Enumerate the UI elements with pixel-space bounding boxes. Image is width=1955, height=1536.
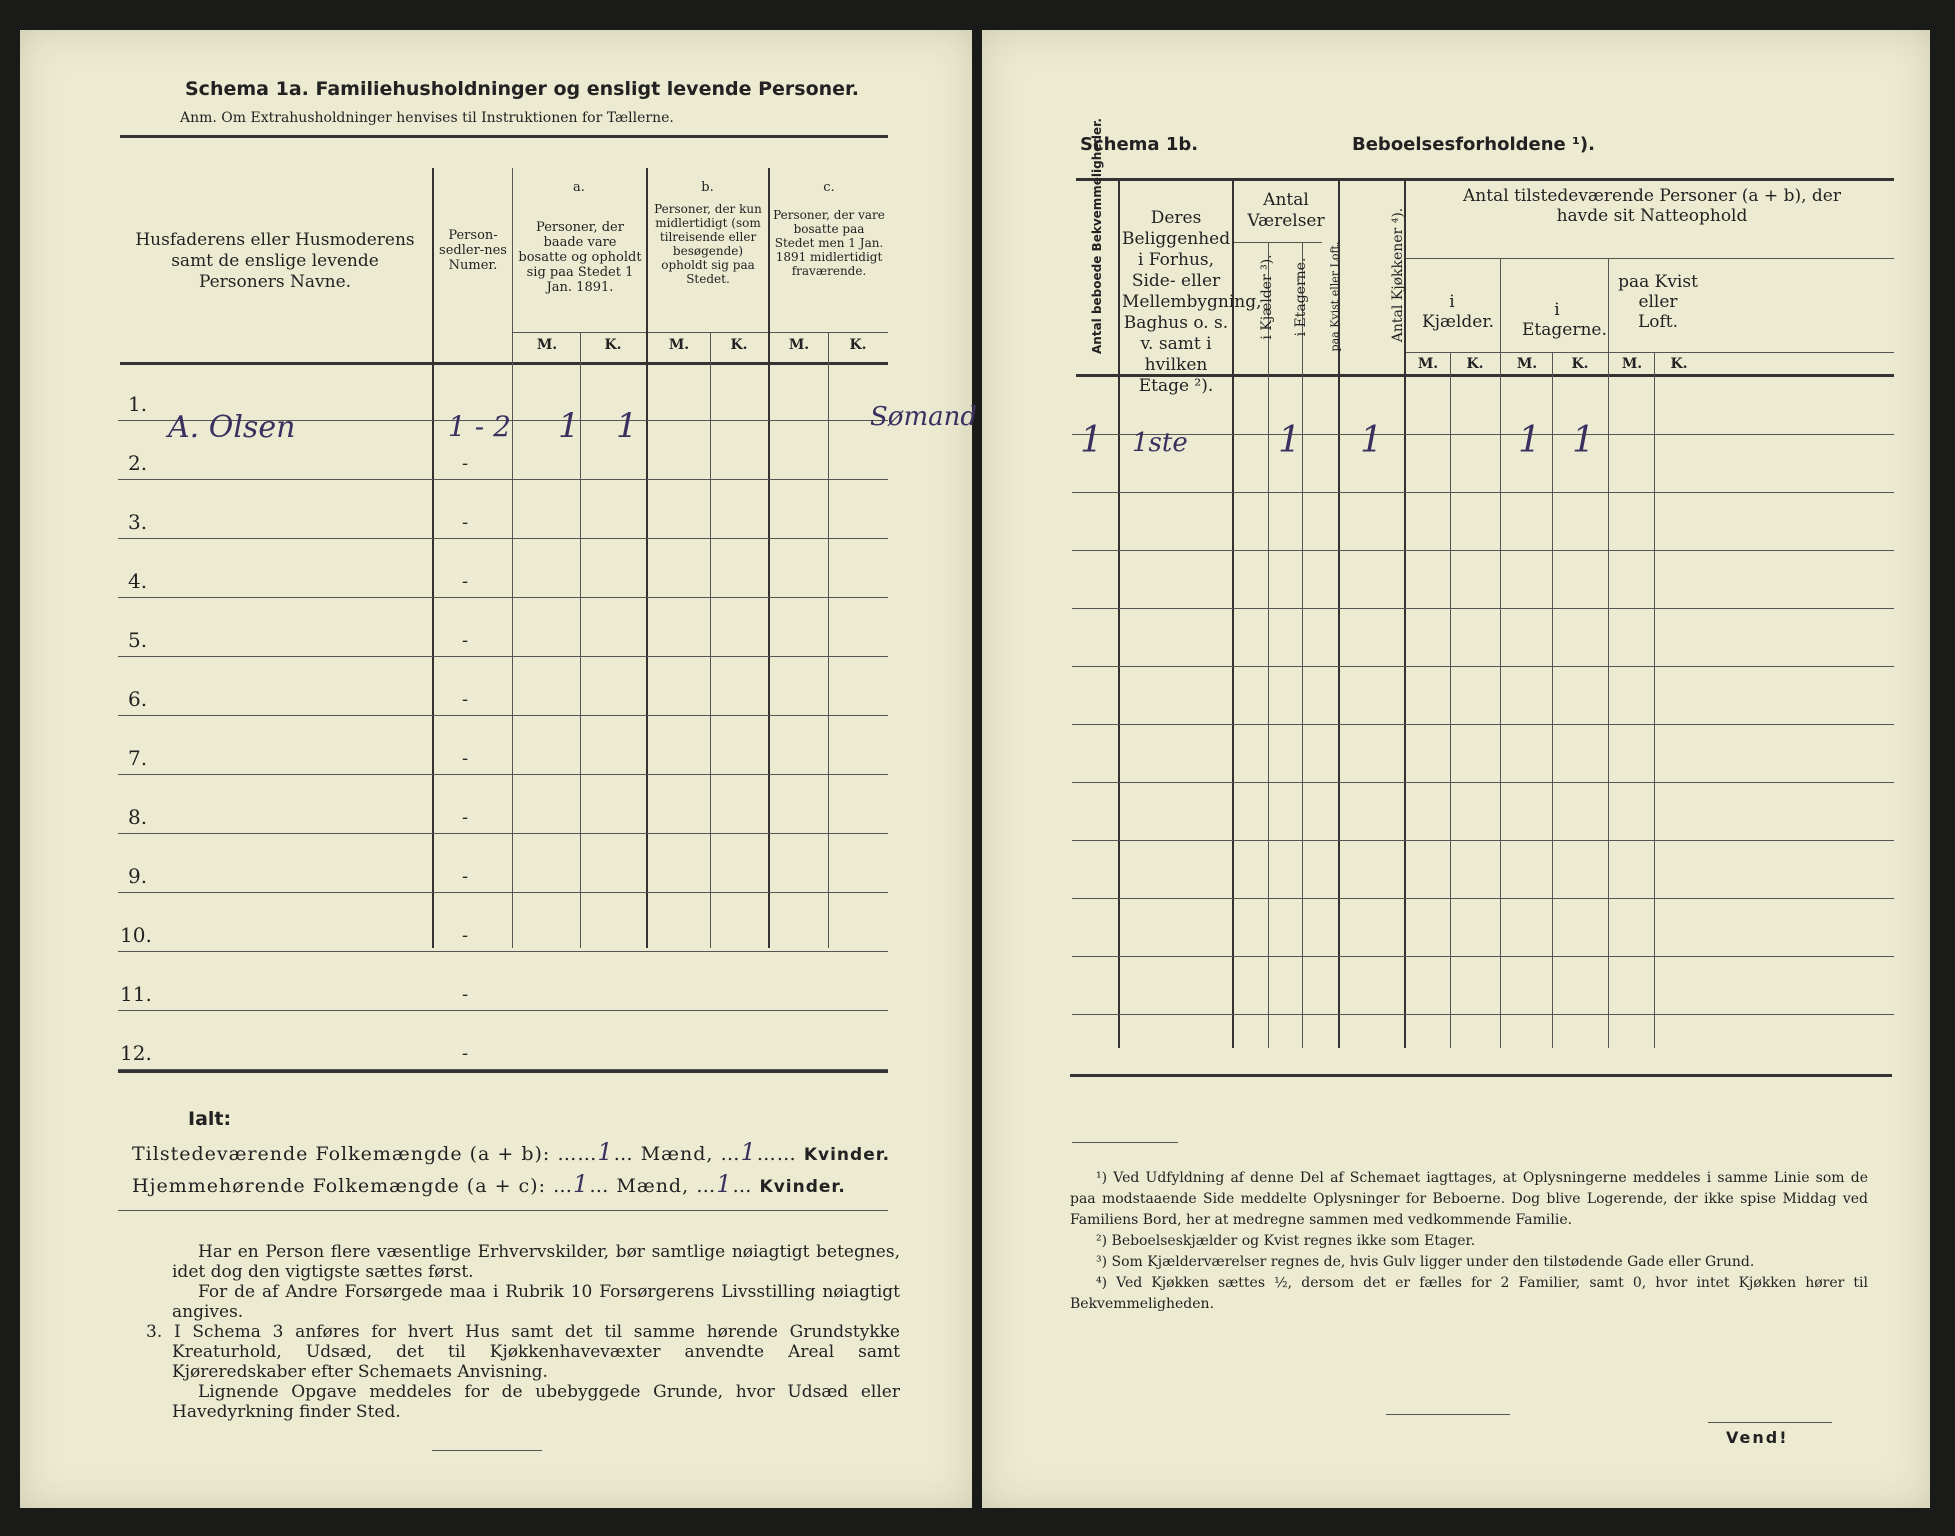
row-line xyxy=(1072,782,1894,783)
col-et-k: K. xyxy=(1571,356,1589,372)
ialt-label: Ialt: xyxy=(188,1108,232,1130)
person-number: - xyxy=(462,689,469,710)
hjemme-row xyxy=(132,1170,902,1198)
row-number: 5. xyxy=(128,628,148,652)
hjemme-label: Hjemmehørende Folkemængde (a + c): xyxy=(132,1175,546,1197)
col-line xyxy=(1552,352,1553,1048)
person-number: - xyxy=(462,453,469,474)
vaer-rule xyxy=(1234,242,1322,243)
col-line xyxy=(768,168,770,948)
table-top-rule xyxy=(120,135,888,138)
schema-1b-title: Schema 1b. xyxy=(1080,134,1199,155)
person-number: - xyxy=(462,571,469,592)
col-b-k: K. xyxy=(730,337,748,353)
col-line xyxy=(828,332,829,948)
natteophold-rule xyxy=(1406,258,1894,259)
header-kjokken: Antal Kjøkkener ⁴). xyxy=(1390,207,1406,343)
header-names: Husfaderens eller Husmoderens samt de enslige levende Personers Navne. xyxy=(135,230,415,292)
row-line xyxy=(1072,1014,1894,1015)
col-line xyxy=(646,168,648,948)
handwritten-et-m: 1 xyxy=(1518,420,1541,461)
end-rule xyxy=(1386,1414,1510,1415)
dots: …… xyxy=(756,1143,797,1165)
col-line xyxy=(1608,258,1609,1048)
footnotes xyxy=(1070,1168,1868,1315)
handwritten-a-m: 1 xyxy=(558,406,580,446)
row-line xyxy=(118,833,888,834)
dots: … xyxy=(613,1143,634,1165)
header-bottom-rule xyxy=(120,362,888,365)
note-3: 3. I Schema 3 anføres for hvert Hus samt det til samme hørende Grundstykke Kreaturhold, Udsæd, det til Kjøkkenhavevæxter anvendte Areal samt Kjøreredskaber efter Schemaets Anvisning. xyxy=(146,1322,900,1382)
tilstede-maend: 1 xyxy=(597,1138,614,1166)
col-c-m: M. xyxy=(788,337,810,353)
note-4: Lignende Opgave meddeles for de ubebyggede Grunde, hvor Udsæd eller Havedyrkning finder Sted. xyxy=(172,1382,900,1422)
row-line xyxy=(118,656,888,657)
row-line xyxy=(118,774,888,775)
table-bottom-rule xyxy=(118,1070,888,1073)
footnote-2: ²) Beboelseskjælder og Kvist regnes ikke som Etager. xyxy=(1096,1233,1476,1249)
header-b-text: Personer, der kun midlertidigt (som tilreisende eller besøgende) opholdt sig paa Stedet. xyxy=(654,202,762,286)
row-line xyxy=(1072,550,1894,551)
tilstede-row xyxy=(132,1138,902,1166)
person-number: - xyxy=(462,512,469,533)
row-line xyxy=(118,479,888,480)
row-number: 6. xyxy=(128,687,148,711)
header-b-letter: b. xyxy=(701,180,714,195)
person-number: - xyxy=(462,866,469,887)
instructions xyxy=(146,1242,900,1422)
vend-rule xyxy=(1708,1422,1832,1423)
dots: … xyxy=(589,1175,610,1197)
left-page xyxy=(20,30,978,1508)
row-number: 12. xyxy=(120,1041,152,1065)
row-line xyxy=(1072,608,1894,609)
col-line xyxy=(1654,352,1655,1048)
mk-rule xyxy=(512,332,888,333)
row-number: 8. xyxy=(128,805,148,829)
col-line xyxy=(432,168,434,948)
header-a-text: Personer, der baade vare bosatte og opholdt sig paa Stedet 1 Jan. 1891. xyxy=(518,220,642,295)
row-line xyxy=(1072,434,1894,435)
col-line xyxy=(710,332,711,948)
row-number: 7. xyxy=(128,746,148,770)
totals-rule xyxy=(118,1210,888,1211)
dots: …… xyxy=(557,1143,598,1165)
schema-1a-title: Schema 1a. Familiehusholdninger og ensligt levende Personer. xyxy=(185,78,859,100)
hjemme-maend: 1 xyxy=(573,1170,590,1198)
col-line xyxy=(1450,352,1451,1048)
footnote-1: ¹) Ved Udfyldning af denne Del af Schemaet iagttages, at Oplysningerne meddeles i samme Linie som de paa modstaaende Side meddelte Oplysninger for Beboerne. Dog blive Logerende, der ikke spise Middag ved Familiens Bord, her at medregne sammen med vedkommende Familie. xyxy=(1070,1170,1868,1228)
col-kv-m: M. xyxy=(1621,356,1643,372)
row-line xyxy=(1072,840,1894,841)
person-number: - xyxy=(462,630,469,651)
header-a-letter: a. xyxy=(573,180,585,195)
header-etagerne: i Etagerne. xyxy=(1293,257,1309,337)
dots: … xyxy=(696,1175,717,1197)
row-number: 11. xyxy=(120,982,152,1006)
col-line xyxy=(1302,242,1303,1048)
handwritten-belig: 1ste xyxy=(1132,428,1188,458)
header-tilstede: Antal tilstedeværende Personer (a + b), der havde sit Natteophold xyxy=(1463,186,1841,226)
note-2: For de af Andre Forsørgede maa i Rubrik 10 Forsørgerens Livsstilling nøiagtigt angives. xyxy=(172,1282,900,1322)
row-line xyxy=(118,892,888,893)
table-top-rule xyxy=(1076,178,1894,181)
footnote-3: ³) Som Kjælderværelser regnes de, hvis Gulv ligger under den tilstødende Gade eller Grund. xyxy=(1096,1254,1755,1270)
row-number: 2. xyxy=(128,451,148,475)
row-number: 1. xyxy=(128,392,148,416)
tilstede-kvinder: 1 xyxy=(740,1138,757,1166)
row-line xyxy=(118,1010,888,1011)
footnote-rule xyxy=(1072,1142,1178,1143)
person-number: - xyxy=(462,1043,469,1064)
footnote-4: ⁴) Ved Kjøkken sættes ½, dersom det er fælles for 2 Familier, samt 0, hvor intet Kjøkken hører til Bekvemmeligheden. xyxy=(1070,1275,1868,1312)
col-c-k: K. xyxy=(849,337,867,353)
row-line xyxy=(1072,898,1894,899)
handwritten-person-number: 1 - 2 xyxy=(448,410,511,443)
handwritten-kjokken: 1 xyxy=(1360,420,1383,461)
header-i-kjaelder: i Kjælder. xyxy=(1422,292,1494,332)
col-kj-k: K. xyxy=(1466,356,1484,372)
row-line xyxy=(1072,724,1894,725)
row-number: 4. xyxy=(128,569,148,593)
row-number: 9. xyxy=(128,864,148,888)
col-line xyxy=(1118,178,1120,1048)
anm-note: Anm. Om Extrahusholdninger henvises til Instruktionen for Tællerne. xyxy=(180,110,674,126)
col-et-m: M. xyxy=(1516,356,1538,372)
tilstede-label: Tilstedeværende Folkemængde (a + b): xyxy=(132,1143,551,1165)
col-kj-m: M. xyxy=(1417,356,1439,372)
dots: … xyxy=(720,1143,741,1165)
hjemme-kvinder: 1 xyxy=(716,1170,733,1198)
row-number: 3. xyxy=(128,510,148,534)
row-line xyxy=(1072,666,1894,667)
person-number: - xyxy=(462,984,469,1005)
handwritten-etagerne: 1 xyxy=(1278,420,1301,461)
col-line xyxy=(1500,258,1501,1048)
row-line xyxy=(118,715,888,716)
header-kjaelder: i Kjælder ³). xyxy=(1259,254,1275,340)
col-line xyxy=(512,168,513,948)
right-page xyxy=(982,30,1930,1508)
end-rule xyxy=(432,1450,542,1451)
table-bottom-rule xyxy=(1070,1074,1892,1077)
person-number: - xyxy=(462,748,469,769)
schema-1b-subtitle: Beboelsesforholdene ¹). xyxy=(1352,134,1595,155)
header-c-letter: c. xyxy=(823,180,835,195)
maend-label: Mænd, xyxy=(616,1175,690,1197)
header-kvist: paa Kvist eller Loft. xyxy=(1328,241,1342,352)
col-a-k: K. xyxy=(604,337,622,353)
handwritten-a-k: 1 xyxy=(616,406,638,446)
handwritten-occupation: Sømand xyxy=(870,402,978,432)
vend-label: Vend! xyxy=(1726,1428,1789,1447)
dots: … xyxy=(553,1175,574,1197)
col-line xyxy=(580,332,581,948)
handwritten-bekv: 1 xyxy=(1080,420,1103,461)
dots: … xyxy=(732,1175,753,1197)
header-bekv: Antal beboede Bekvemmeligheder. xyxy=(1090,118,1104,354)
header-antal-vaer: Antal Værelser xyxy=(1247,190,1325,231)
row-line xyxy=(1072,492,1894,493)
col-a-m: M. xyxy=(536,337,558,353)
person-number: - xyxy=(462,925,469,946)
header-i-etagerne: i Etagerne. xyxy=(1522,300,1607,340)
header-paa-kvist: paa Kvist eller Loft. xyxy=(1618,272,1698,332)
handwritten-et-k: 1 xyxy=(1572,420,1595,461)
note-1: Har en Person flere væsentlige Erhvervskilder, bør samtlige nøiagtigt betegnes, idet dog den vigtigste sættes først. xyxy=(172,1242,900,1282)
kvinder-label: Kvinder. xyxy=(759,1177,846,1197)
handwritten-name: A. Olsen xyxy=(168,410,296,445)
row-line xyxy=(118,538,888,539)
maend-label: Mænd, xyxy=(640,1143,714,1165)
header-c-text: Personer, der vare bosatte paa Stedet men 1 Jan. 1891 midlertidigt fraværende. xyxy=(773,208,885,278)
col-kv-k: K. xyxy=(1670,356,1688,372)
row-number: 10. xyxy=(120,923,152,947)
row-line xyxy=(118,951,888,952)
person-number: - xyxy=(462,807,469,828)
mk-rule xyxy=(1406,352,1894,353)
row-line xyxy=(118,597,888,598)
col-b-m: M. xyxy=(668,337,690,353)
header-number: Person-sedler-nes Numer. xyxy=(439,228,507,273)
col-line xyxy=(1268,242,1269,1048)
header-belig: Deres Beliggenhed i Forhus, Side- eller Mellembygning, Baghus o. s. v. samt i hvilken Etage ²). xyxy=(1122,208,1262,396)
row-line xyxy=(1072,956,1894,957)
kvinder-label: Kvinder. xyxy=(803,1145,891,1165)
